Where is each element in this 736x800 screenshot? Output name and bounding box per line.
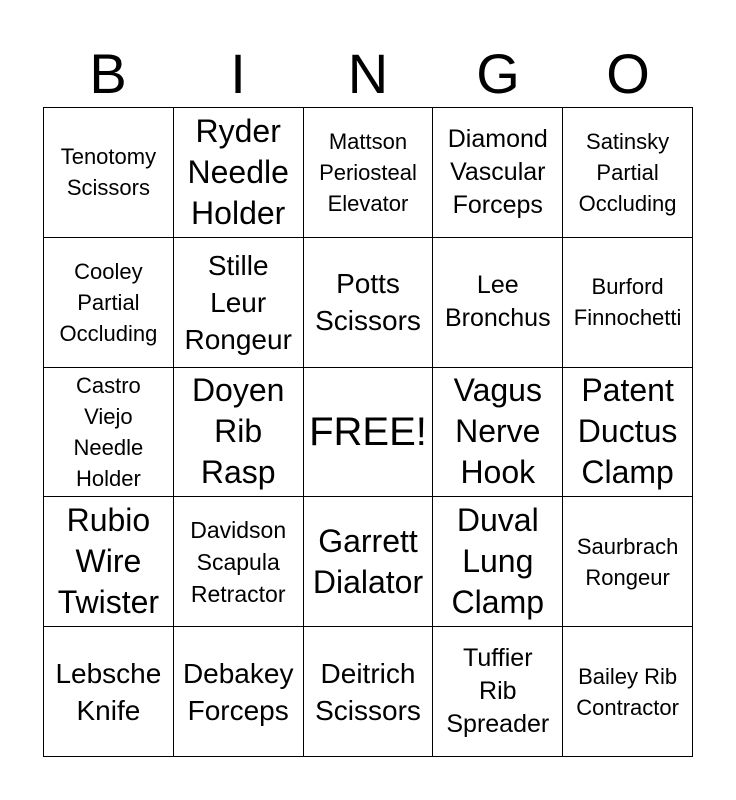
cell-label: Lee Bronchus xyxy=(444,271,551,333)
bingo-cell[interactable] xyxy=(433,238,563,368)
cell-label: Burford Finnochetti xyxy=(573,274,682,331)
bingo-cell[interactable] xyxy=(433,368,563,498)
cell-label: Lebsche Knife xyxy=(55,657,162,726)
cell-label: Tuffier Rib Spreader xyxy=(446,644,550,739)
bingo-cell[interactable] xyxy=(433,108,563,238)
cell-label: Saurbrach Rongeur xyxy=(576,533,679,590)
cell-label: Diamond Vascular Forceps xyxy=(447,124,548,219)
bingo-header xyxy=(43,40,693,108)
bingo-cell[interactable] xyxy=(304,238,434,368)
cell-label: Garrett Dialator xyxy=(312,522,424,600)
cell-label: Tenotomy Scissors xyxy=(60,144,157,201)
header-letter-i: I xyxy=(230,42,246,105)
bingo-cell[interactable] xyxy=(304,108,434,238)
bingo-cell[interactable] xyxy=(563,108,693,238)
cell-label: Mattson Periosteal Elevator xyxy=(319,128,417,216)
bingo-cell[interactable] xyxy=(174,627,304,757)
cell-label: Debakey Forceps xyxy=(182,657,294,726)
bingo-cell[interactable] xyxy=(44,368,174,498)
header-letter-o: O xyxy=(606,42,650,105)
bingo-cell[interactable] xyxy=(44,497,174,627)
cell-label: Stille Leur Rongeur xyxy=(184,249,292,355)
bingo-cell[interactable] xyxy=(44,108,174,238)
bingo-cell[interactable] xyxy=(563,238,693,368)
free-space-cell[interactable] xyxy=(304,368,434,498)
bingo-cell[interactable] xyxy=(433,497,563,627)
header-letter-b: B xyxy=(89,42,127,105)
cell-label: Patent Ductus Clamp xyxy=(577,372,678,491)
bingo-cell[interactable] xyxy=(174,368,304,498)
header-letter-g: G xyxy=(476,42,520,105)
bingo-cell[interactable] xyxy=(174,238,304,368)
bingo-card-grid xyxy=(43,107,693,757)
bingo-cell[interactable] xyxy=(433,627,563,757)
bingo-cell[interactable] xyxy=(563,368,693,498)
bingo-cell[interactable] xyxy=(304,497,434,627)
cell-label: Cooley Partial Occluding xyxy=(59,258,158,346)
cell-label: Davidson Scapula Retractor xyxy=(190,516,287,607)
cell-label: Potts Scissors xyxy=(315,268,421,337)
bingo-cell[interactable] xyxy=(44,238,174,368)
free-space-label: FREE! xyxy=(309,409,427,454)
bingo-cell[interactable] xyxy=(44,627,174,757)
cell-label: Castro Viejo Needle Holder xyxy=(73,372,144,491)
bingo-cell[interactable] xyxy=(304,627,434,757)
bingo-cell[interactable] xyxy=(563,627,693,757)
cell-label: Deitrich Scissors xyxy=(315,657,421,726)
cell-label: Vagus Nerve Hook xyxy=(453,372,542,491)
cell-label: Satinsky Partial Occluding xyxy=(578,128,677,216)
cell-label: Ryder Needle Holder xyxy=(187,112,289,231)
cell-label: Duval Lung Clamp xyxy=(451,502,545,621)
bingo-cell[interactable] xyxy=(174,497,304,627)
cell-label: Rubio Wire Twister xyxy=(57,502,160,621)
cell-label: Doyen Rib Rasp xyxy=(191,372,285,491)
bingo-cell[interactable] xyxy=(174,108,304,238)
bingo-cell[interactable] xyxy=(563,497,693,627)
header-letter-n: N xyxy=(347,42,389,105)
cell-label: Bailey Rib Contractor xyxy=(576,663,679,720)
